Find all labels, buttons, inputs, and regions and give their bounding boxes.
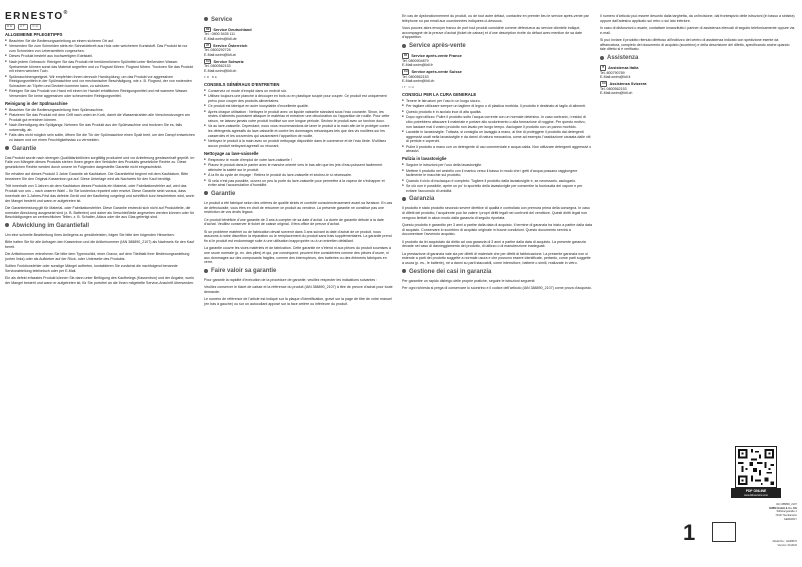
list-item: ■ Après chaque utilisation : Nettoyez le produit avec un liquide vaisselle standard sous l’eau courante. Sinon, les restes d’aliments pourraient attaquer le matériau et entraîner une décoloration ou l’apparition de rouille. Pour cette raison, ne laissez jamais votre produit inutilisé sur une longue période. Séchez le produit avec un torchon doux.	[204, 110, 394, 124]
section-faire-valoir-title: Faire valoir sa garantie	[204, 268, 394, 276]
bullet-dot-icon	[5, 146, 9, 150]
list-item: ■ Se ciò non è possibile, aprire un po’ lo sportello della lavastoviglie per consentire la fuoriuscita del vapore e per evitare l’accumulo di umidità.	[402, 184, 592, 193]
bullet-dot-icon	[402, 44, 406, 48]
list-item: ■ Dieses Produkt besteht aus hochwertigem Edelstahl.	[5, 54, 195, 59]
bullet-dot-icon	[402, 269, 406, 273]
section-assistenza-title: Assistenza	[600, 55, 796, 63]
paragraph: Veuillez conserver le ticket de caisse et la référence du produit (IAN 388890_2107) à titre de preuve d’achat pour toute demande.	[204, 285, 393, 295]
list-item: ■ Reinigen Sie das Produkt von Hand mit einem im Handel erhältlichen Reinigungsmittel und mit warmem Wasser. Verwenden Sie keine aggressiven oder scheuernden Reinigungsmittel.	[5, 89, 195, 98]
bullet-dot-icon	[204, 191, 208, 195]
bullet-dot-icon	[204, 17, 208, 21]
list-item: ■ Lavabile in lavastoviglie. Tuttavia, si consiglia un lavaggio a mano, al fine di proteggere il prodotto dai detergenti aggressivi usati nella lavastoviglie e da danni di natura meccanica, come ad esempio l’ossidazione causata dalle viti di pentole e coperchi.	[402, 130, 592, 144]
paragraph: Das Produkt wurde nach strengen Qualitätsrichtlinien sorgfältig produziert und vor Anlieferung gewissenhaft geprüft. Im Falle von Mängeln dieses Produkts stehen Ihnen gegen den Verkäufer des Produkts gesetzliche Rechte zu. Diese gesetzlichen Rechte werden durch unsere im Folgenden dargestellte Garantie nicht eingeschränkt.	[5, 155, 195, 170]
country-tag: CH	[206, 60, 210, 64]
country-tag: CH	[404, 70, 408, 74]
version-info	[740, 540, 797, 547]
version-date: Version: 01/2022	[777, 543, 797, 547]
list-item: ■ Dopo ogni utilizzo: Pulire il prodotto sotto l’acqua corrente con un normale detersivo. In caso contrario, i residui di cibo potrebbero attaccare il materiale e portare allo scolorimento o alla formazione di ruggine. Per questo motivo, non lasciare mai il vostro prodotto non lavato per lungo tempo. Asciugare il prodotto con un panno morbido.	[402, 115, 592, 129]
country-tag: AT	[206, 44, 210, 48]
paragraph: Si può inviare il prodotto ritenuto difettoso all’indirizzo del centro di assistenza indicato con spedizione esente da affrancatura, completo del documento di acquisto (scontrino) e della descrizione del difetto, specificando anche quando tale difetto si è verificato.	[600, 37, 790, 52]
paragraph: Ein als defekt erfasstes Produkt können Sie dann unter Beifügung des Kaufbelegs (Kassenbon) und der Angabe, worin der Mangel besteht und wann er aufgetreten ist, für Sie portofrei an die Ihnen mitgeteilte Service-Anschrift übersenden.	[5, 276, 195, 285]
list-pflegetipps	[5, 39, 195, 99]
paragraph: Sollten Funktionsfehler oder sonstige Mängel auftreten, kontaktieren Sie zunächst die nachfolgend benannte Serviceabteilung telefonisch oder per E-Mail.	[5, 264, 178, 273]
phone-number: Tel.:0800292726	[204, 48, 231, 53]
list-consigli	[402, 99, 592, 154]
bullet-dot-icon	[600, 56, 604, 60]
list-item: ■ Beachten Sie die Bedienungsanleitung an einem sicheren Ort auf.	[5, 39, 195, 44]
paragraph: Il prodotto è stato prodotto secondo severe direttive di qualità e controllato con premura prima della consegna. In caso di difetti del prodotto, l’acquirente può far valere i propri diritti legali nei confronti del venditore. Questi diritti legali non vengono limitati in alcun modo dalla garanzia di seguito riportata.	[402, 206, 590, 220]
email-address: E-Mail:owim@lidl.it	[600, 75, 631, 80]
company-name: OWIM GmbH & Co. KG	[769, 506, 797, 510]
list-conseils	[204, 89, 394, 149]
bullet-dot-icon	[204, 269, 208, 273]
list-item: ■ Tenere le istruzioni per l’uso in un luogo sicuro.	[402, 99, 592, 104]
paragraph: En cas de dysfonctionnement du produit, ou de tout autre défaut, contactez en premier lieu le service après-vente par téléphone ou par email aux coordonnées indiquées ci-dessous.	[402, 14, 589, 23]
list-item: ■ À la fin du cycle de rinçage : Retirez le produit du lave-vaisselle et séchez-le si nécessaire.	[204, 173, 394, 178]
country-tag: DE	[206, 28, 210, 32]
paragraph: Tritt innerhalb von 3 Jahren ab dem Kaufdatum dieses Produkts ein Material- oder Fabrikationsfehler auf, wird das Produkt von uns – nach unserer Wahl – für Sie kostenlos repariert oder ersetzt. Diese Garantie setzt voraus, dass innerhalb der 3-Jahres-Frist das defekte Gerät und der Kaufbeleg vorgelegt und schriftlich kurz beschrieben wird, worin der Mangel besteht und wann er aufgetreten ist.	[5, 184, 195, 203]
list-item: ■ Beachten Sie die Bedienungsanleitung Ihrer Spülmaschine.	[5, 108, 195, 113]
list-item: ■ Nach jedem Gebrauch: Reinigen Sie das Produkt mit herkömmlichem Spülmittel unter fließendem Wasser. Speisereste können sonst das Material angreifen und zu Flugrost führen. Flugrost führen. Trocknen Sie das Produkt mit einem weichen Tuch.	[5, 60, 195, 74]
heading-consigli: CONSIGLI PER LA CURA GENERALE	[402, 92, 477, 98]
list-lave-vaisselle	[204, 158, 394, 188]
paragraph: Per ogni richiesta si prega di conservare lo scontrino e il codice dell’articolo (IAN 388890_2107) come prova d’acquisto.	[402, 286, 592, 291]
pdf-online-url[interactable]: www.lidl-service.com	[731, 493, 781, 498]
language-flags-it: IT CH	[402, 85, 415, 90]
company-street: Stiftsbergstraße 1	[776, 510, 797, 514]
paragraph: Sie erhalten auf dieses Produkt 3 Jahre Garantie ab Kaufdatum. Die Garantiefrist beginnt mit dem Kaufdatum. Bitte bewahren Sie den Original-Kassenbon gut auf. Diese Unterlage wird als Nachweis für den Kauf benötigt.	[5, 172, 189, 182]
manufacturer-info	[740, 503, 797, 521]
heading-lave-vaisselle: Nettoyage au lave-vaisselle	[204, 150, 259, 156]
list-item: ■ Va au lave-vaisselle. Cependant, nous vous recommandons de laver le produit à la main afin de le protéger contre les détergents agressifs du lave-vaisselle et contre les dommages mécaniques tels que des vis rouillées sur les casseroles et les couvercles qui causeraient l’apparition de rouille.	[204, 124, 394, 138]
paragraph: Le numéro de référence de l’article est indiqué sur la plaque d’identification, gravé sur la page de titre de votre manuel (en bas à gauche) ou sur un autocollant apposé sur la face arrière ou inférieure du produit.	[204, 297, 392, 307]
list-item: ■ Platzieren Sie das Produkt mit dem Griff nach unten im Korb, damit die Wasserstrahlen alle Verschmutzungen am Produkt gut erreichen können.	[5, 113, 195, 122]
phone-number: Tel.:0800562153	[402, 74, 429, 79]
section-sav-title: Service après-vente	[402, 43, 592, 51]
brand-logo: ERNESTO®	[5, 10, 69, 22]
country-tag: IT	[602, 66, 605, 70]
country-tag: FR	[404, 54, 408, 58]
company-country: GERMANY	[783, 517, 797, 521]
ian-number: IAN 388890_2107	[776, 503, 797, 506]
section-service-title: Service	[204, 17, 394, 25]
list-item: ■ Nach Beendigung des Spülgangs: Nehmen Sie das Produkt aus der Spülmaschine und trocknen Sie es, falls notwendig, ab.	[5, 123, 195, 132]
section-garanzia-title: Garanzia	[402, 196, 592, 204]
paragraph: Die Artikelnummer entnehmen Sie bitte dem Typenschild, einer Gravur, auf dem Titelblatt Ihrer Bedienungsanleitung (unten links) oder als Aufkleber auf der Rück- oder Unterseite des Produkts.	[5, 252, 190, 261]
paragraph: Bitte halten Sie für alle Anfragen den Kassenbon und die Artikelnummer (IAN 388890_2107) als Nachweis für den Kauf bereit.	[5, 240, 195, 249]
section-garantie-fr-title: Garantie	[204, 191, 394, 199]
list-item: ■ Spülmaschinengeeignet. Wir empfehlen Ihnen dennoch Handspülung, um das Produkt vor aggressiven Reinigungsmitteln in der Spülmaschine und vor mechanischer Beschädigung, wie z. B. Flugrost, der von rostenden Schrauben an Töpfen und Deckeln kommen kann, zu schützen.	[5, 75, 195, 89]
list-item: ■ Pulire il prodotto a mano con un detergente di uso commerciale e acqua calda. Non utilizzare detergenti aggressivi o abrasivi.	[402, 145, 592, 154]
email-address: E-Mail:owim@lidl.fr	[402, 63, 433, 68]
section-gestione-title: Gestione dei casi in garanzia	[402, 269, 592, 277]
list-item: ■ Placez le produit dans le panier avec le manche orienté vers le bas afin que les jets d’eau puissent facilement atteindre la saleté sur le produit.	[204, 163, 394, 172]
flag-de: DE	[7, 24, 14, 28]
paragraph: Questo prodotto è garantito per 3 anni a partire dalla data di acquisto. Il termine di garanzia ha inizio a partire dalla data di acquisto. Conservare lo scontrino di acquisto originale in buone condizioni. Questo documento servirà a documentare l’avvenuto acquisto.	[402, 223, 592, 237]
service-contact-ch: CH Assistenza Svizzera Tel.:0800562153 E-Mail:owim@lidl.ch	[600, 81, 796, 96]
list-item: ■ Verwenden Sie zum Schneiden stets ein Schneidebrett aus Holz oder weicherem Kunststoff. Das Produkt ist nur zum Schneiden von Lebensmitteln vorgesehen.	[5, 44, 195, 53]
heading-spuelmaschine: Reinigung in der Spülmaschine	[5, 100, 68, 106]
paragraph: Um eine schnelle Bearbeitung Ihres Anliegens zu gewährleisten, folgen Sie bitte den folgenden Hinweisen:	[5, 232, 175, 237]
heading-pflegetipps: ALLGEMEINE PFLEGETIPPS	[5, 32, 63, 37]
paragraph: Si un problème matériel ou de fabrication devait survenir dans 3 ans suivant la date d’achat de ce produit, nous assurons à notre discrétion la réparation ou le remplacement du produit sans frais supplémentaires. La garantie prend fin si le produit est endommagé suite à une utilisation inappropriée ou à un entretien défaillant.	[204, 229, 392, 244]
paragraph: Pour garantir la rapidité d’exécution de la procédure de garantie, veuillez respecter les indications suivantes :	[204, 278, 378, 283]
paragraph: Per garantire un rapido disbrigo delle proprie pratiche, seguire le istruzioni seguenti:	[402, 278, 536, 283]
list-item: ■ Seguire le istruzioni per l’uso della lavastoviglie.	[402, 163, 592, 168]
column-assistenza	[600, 14, 796, 97]
paragraph: La garantie couvre les vices matériels et de fabrication. Cette garantie ne s’étend ni aux pièces du produit soumises à une usure normale (p. ex. des piles) et qui, par conséquent, peuvent être considérées comme des pièces d’usure, ni aux dommages sur des composants fragiles, comme des interrupteurs, des batteries ou des éléments fabriqués en verre.	[204, 246, 391, 265]
paragraph: Il prodotto da lei acquistato dà diritto ad una garanzia di 3 anni a partire dalla data di acquisto. La presente garanzia decade nel caso di danneggiamento del prodotto, di utilizzo o di manutenzione inadeguati.	[402, 239, 586, 249]
flag-at: AT	[20, 24, 26, 28]
flag-ch: CH	[32, 24, 39, 28]
phone-number: Tel.:0800562153	[204, 64, 231, 69]
list-item: ■ Utilisez toujours une planche à découper en bois ou en plastique souple pour couper. Ce produit est uniquement prévu pour couper des produits alimentaires.	[204, 94, 394, 103]
email-address: E-Mail:owim@lidl.de	[204, 37, 237, 42]
paragraph: Il numero d’articolo può essere desunto dalla targhetta, da un’incisione, dal frontespizio delle istruzioni (in basso a sinistra) oppure dall’adesivo applicato sul retro o sul lato inferiore.	[600, 14, 795, 23]
language-flags-fr: FR BE	[204, 74, 218, 79]
list-item: ■ Questo prodotto è in acciaio inox di alta qualità.	[402, 110, 592, 115]
list-item: ■ Per tagliare utilizzare sempre un tagliere di legno o di plastica morbida. Il prodotto è destinato al taglio di alimenti.	[402, 104, 592, 109]
paragraph: In caso di disfunzioni o avarie, contattare innanzitutto i partner di assistenza elencati di seguito telefonicamente oppure via e-mail.	[600, 25, 795, 35]
paragraph: Vous pouvez alors envoyer franco de port tout produit considéré comme défectueux au service clientèle indiqué, accompagné de la preuve d’achat (ticket de caisse) et d’une description écrite du défaut avec mention de sa date d’apparition.	[402, 25, 582, 40]
list-item: ■ Falls dies nicht möglich sein sollte, öffnen Sie die Tür der Spülmaschine einen Spalt breit, um den Dampf entweichen zu lassen und um einen Feuchtigkeitsstau zu vermeiden.	[5, 133, 195, 142]
column-service-french	[204, 14, 394, 309]
heading-conseils: CONSEILS GÉNÉRAUX D’ENTRETIEN	[204, 81, 280, 87]
paragraph: Die Garantieleistung gilt für Material- oder Fabrikationsfehler. Diese Garantie erstreckt sich nicht auf Produktteile, die normaler Abnutzung ausgesetzt sind (z. B. Batterien) und daher als Verschleißteile angesehen werden können oder für Beschädigungen an zerbrechlichen Teilen, z. B. Schalter, Akkus oder die aus Glas gefertigt sind.	[5, 205, 194, 220]
list-item: ■ Ce produit est fabriqué en acier inoxydable d’excellente qualité.	[204, 104, 394, 109]
list-item: ■ Nettoyez le produit à la main avec un produit nettoyage disponible dans le commerce et de l’eau tiède. N’utilisez aucun produit nettoyant agressif ou récurant.	[204, 139, 394, 148]
list-item: ■ Conservez ce mode d’emploi dans un endroit sûr.	[204, 89, 394, 94]
section-garantie-title: Garantie	[5, 146, 195, 154]
bullet-dot-icon	[5, 223, 9, 227]
email-address: E-Mail:owim@lidl.ch	[600, 91, 633, 96]
email-address: E-Mail:owim@lidl.at	[204, 53, 236, 58]
section-abwicklung-title: Abwicklung im Garantiefall	[5, 223, 195, 231]
page-number: 1	[683, 520, 696, 545]
model-number: Model No.: HG08072	[772, 540, 797, 543]
email-address: E-Mail:owim@lidl.ch	[402, 79, 435, 84]
list-item: ■ Si cela n’est pas possible, ouvrez un peu la porte du lave-vaisselle pour permettre à la vapeur de s’échapper et éviter ainsi l’accumulation d’humidité.	[204, 179, 394, 188]
email-address: E-Mail:owim@lidl.ch	[204, 69, 237, 74]
list-lavastoviglie	[402, 163, 592, 193]
service-contact-ch: CH Service après-vente Suisse Tel.:0800562153 E-Mail:owim@lidl.ch	[402, 69, 592, 84]
service-contact-at: AT Service Österreich Tel.:0800292726 E-Mail:owim@lidl.at	[204, 43, 394, 58]
pdf-online-label: PDF ONLINE	[731, 488, 781, 494]
page-marker-box	[712, 522, 736, 542]
list-spuelmaschine	[5, 108, 195, 143]
qr-code-icon[interactable]	[735, 446, 777, 488]
phone-number: Tel.:0800562153	[600, 86, 627, 91]
country-tag: CH	[602, 82, 606, 86]
bullet-dot-icon	[402, 197, 406, 201]
list-item: ■ Mettere il prodotto nel cestello con il manico verso il basso in modo che i getti d’acqua possano raggiungere facilmente le macchie sul prodotto.	[402, 169, 592, 178]
phone-number: Tel.: 0800 5435 111	[204, 32, 236, 37]
paragraph: Ce produit bénéficie d’une garantie de 3 ans à compter de sa date d’achat. La durée de garantie débute à la date d’achat. Veuillez conserver le ticket de caisse original. Il fera office de preuve d’achat.	[204, 217, 384, 227]
heading-lavastoviglie: Pulizia in lavastoviglie	[402, 156, 447, 162]
paragraph: La prestazione di garanzia vale sia per difetti di materiale che per difetti di fabbricazione. La presente garanzia non si estende a parti del prodotto soggette a normale usura e che possono essere identificate, pertanto, come parti soggette a usura (p. es., le batterie), né a danni su parti staccabili, come interruttore, batterie o simili, realizzate in vetro.	[402, 251, 591, 266]
service-contact-fr: FR Service après-vente France Tel.:0800904879 E-Mail:owim@lidl.fr	[402, 53, 592, 68]
list-item: ■ Respectez le mode d’emploi de votre lave-vaisselle !	[204, 158, 394, 163]
column-german	[5, 30, 195, 288]
service-contact-de: DE Service Deutschland Tel.: 0800 5435 111 E-Mail:owim@lidl.de	[204, 27, 394, 42]
service-contact-ch: CH Service Schweiz Tel.:0800562153 E-Mail:owim@lidl.ch	[204, 59, 394, 74]
phone-number: Tel.:0800904879	[402, 58, 429, 63]
phone-number: Tel.:800790789	[600, 70, 625, 75]
column-french-italian	[402, 14, 592, 293]
paragraph: Le produit a été fabriqué selon des critères de qualité stricts et contrôlé consciencieusement avant sa livraison. En cas de défectuosité, vous êtes en droit de retourner ce produit au vendeur. La présente garantie ne constitue pas une restriction de vos droits légaux.	[204, 200, 393, 215]
service-contact-it: IT Assistenza Italia Tel.:800790789 E-Mail:owim@lidl.it	[600, 65, 796, 80]
list-item: ■ Quando il ciclo di risciacquo è completo: Togliere il prodotto dalla lavastoviglie e, se necessario, asciugarlo.	[402, 179, 592, 184]
company-city: 74167 Neckarsulm	[775, 513, 797, 517]
